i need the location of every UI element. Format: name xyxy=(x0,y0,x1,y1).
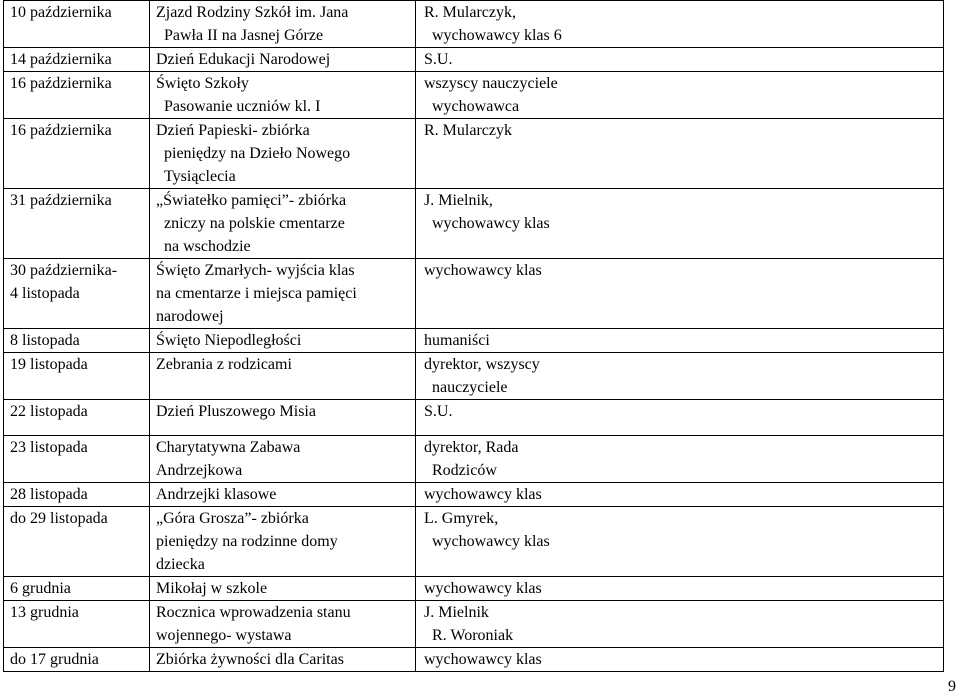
event-cell xyxy=(150,329,416,353)
event-line: pieniędzy na rodzinne domy xyxy=(156,533,338,550)
responsible-line: L. Gmyrek, xyxy=(424,510,499,527)
event-cell xyxy=(150,72,416,119)
table-row xyxy=(4,259,944,329)
responsible-cell xyxy=(416,601,944,648)
event-line: zniczy na polskie cmentarze xyxy=(164,215,345,232)
event-line: Zbiórka żywności dla Caritas xyxy=(156,651,344,668)
date-line: 16 października xyxy=(10,122,112,139)
date-line: 22 listopada xyxy=(10,403,88,420)
date-cell xyxy=(4,329,150,353)
responsible-line: wychowawca xyxy=(432,98,520,115)
responsible-line: humaniści xyxy=(424,332,490,349)
event-line: Tysiąclecia xyxy=(164,168,236,185)
event-line: na cmentarze i miejsca pamięci xyxy=(156,285,357,302)
table-row xyxy=(4,189,944,259)
event-line: Dzień Edukacji Narodowej xyxy=(156,51,331,68)
responsible-line: wychowawcy klas xyxy=(432,533,550,550)
event-line: pieniędzy na Dzieło Nowego xyxy=(164,145,351,162)
table-row xyxy=(4,483,944,507)
event-cell xyxy=(150,601,416,648)
table-row xyxy=(4,436,944,483)
responsible-cell xyxy=(416,353,944,400)
event-line: Charytatywna Zabawa xyxy=(156,439,301,456)
date-line: 28 listopada xyxy=(10,486,88,503)
date-cell xyxy=(4,436,150,483)
event-line: narodowej xyxy=(156,308,224,325)
date-cell xyxy=(4,577,150,601)
event-cell xyxy=(150,577,416,601)
table-row xyxy=(4,1,944,48)
event-line: Andrzejkowa xyxy=(156,462,243,479)
date-line: 6 grudnia xyxy=(10,580,71,597)
event-cell xyxy=(150,119,416,189)
date-line: 30 października- xyxy=(10,262,118,279)
responsible-cell xyxy=(416,436,944,483)
responsible-cell xyxy=(416,577,944,601)
events-schedule-table xyxy=(3,0,944,672)
event-line: Pawła II na Jasnej Górze xyxy=(164,27,324,44)
event-cell xyxy=(150,400,416,436)
responsible-cell xyxy=(416,119,944,189)
event-line: Rocznica wprowadzenia stanu xyxy=(156,604,351,621)
date-line: 14 października xyxy=(10,51,112,68)
event-cell xyxy=(150,1,416,48)
date-cell xyxy=(4,400,150,436)
table-row xyxy=(4,353,944,400)
event-line: „Światełko pamięci”- zbiórka xyxy=(156,192,347,209)
responsible-line: nauczyciele xyxy=(432,379,508,396)
event-line: „Góra Grosza”- zbiórka xyxy=(156,510,309,527)
date-cell xyxy=(4,259,150,329)
event-line: Zjazd Rodziny Szkół im. Jana xyxy=(156,4,349,21)
event-cell xyxy=(150,48,416,72)
responsible-cell xyxy=(416,189,944,259)
date-cell xyxy=(4,648,150,672)
table-row xyxy=(4,329,944,353)
responsible-line: wychowawcy klas 6 xyxy=(432,27,562,44)
event-cell xyxy=(150,648,416,672)
responsible-cell xyxy=(416,648,944,672)
table-row xyxy=(4,577,944,601)
page-number: 9 xyxy=(948,678,956,695)
responsible-cell xyxy=(416,72,944,119)
table-row xyxy=(4,601,944,648)
date-cell xyxy=(4,507,150,577)
date-line: 4 listopada xyxy=(10,285,80,302)
event-line: na wschodzie xyxy=(164,238,251,255)
date-line: 10 października xyxy=(10,4,112,21)
event-line: Święto Niepodległości xyxy=(156,332,302,349)
date-cell xyxy=(4,483,150,507)
table-row xyxy=(4,48,944,72)
table-row xyxy=(4,648,944,672)
responsible-line: R. Mularczyk xyxy=(424,122,512,139)
event-cell xyxy=(150,436,416,483)
responsible-cell xyxy=(416,483,944,507)
responsible-line: wychowawcy klas xyxy=(424,580,542,597)
event-line: Święto Zmarłych- wyjścia klas xyxy=(156,262,355,279)
date-cell xyxy=(4,72,150,119)
event-cell xyxy=(150,353,416,400)
event-line: wojennego- wystawa xyxy=(156,627,292,644)
date-line: 13 grudnia xyxy=(10,604,79,621)
responsible-line: wychowawcy klas xyxy=(432,215,550,232)
responsible-cell xyxy=(416,48,944,72)
date-line: 31 października xyxy=(10,192,112,209)
responsible-cell xyxy=(416,329,944,353)
event-cell xyxy=(150,507,416,577)
responsible-line: dyrektor, wszyscy xyxy=(424,356,540,373)
event-line: Dzień Papieski- zbiórka xyxy=(156,122,310,139)
date-line: 16 października xyxy=(10,75,112,92)
responsible-line: Rodziców xyxy=(432,462,497,479)
date-cell xyxy=(4,119,150,189)
responsible-line: wychowawcy klas xyxy=(424,486,542,503)
responsible-line: R. Woroniak xyxy=(432,627,514,644)
date-cell xyxy=(4,353,150,400)
table-row xyxy=(4,119,944,189)
date-line: 19 listopada xyxy=(10,356,88,373)
responsible-cell xyxy=(416,507,944,577)
date-cell xyxy=(4,189,150,259)
event-line: Dzień Pluszowego Misia xyxy=(156,403,316,420)
responsible-line: wychowawcy klas xyxy=(424,262,542,279)
responsible-cell xyxy=(416,259,944,329)
table-row xyxy=(4,507,944,577)
responsible-line: J. Mielnik xyxy=(424,604,489,621)
event-line: dziecka xyxy=(156,556,205,573)
table-row xyxy=(4,72,944,119)
responsible-line: J. Mielnik, xyxy=(424,192,493,209)
responsible-line: R. Mularczyk, xyxy=(424,4,516,21)
table-row xyxy=(4,400,944,436)
date-line: 23 listopada xyxy=(10,439,88,456)
date-cell xyxy=(4,601,150,648)
event-line: Święto Szkoły xyxy=(156,75,249,92)
event-line: Mikołaj w szkole xyxy=(156,580,268,597)
event-line: Andrzejki klasowe xyxy=(156,486,277,503)
event-cell xyxy=(150,483,416,507)
date-cell xyxy=(4,48,150,72)
event-line: Pasowanie uczniów kl. I xyxy=(164,98,321,115)
date-line: do 29 listopada xyxy=(10,510,108,527)
responsible-line: wychowawcy klas xyxy=(424,651,542,668)
date-cell xyxy=(4,1,150,48)
responsible-cell xyxy=(416,1,944,48)
date-line: do 17 grudnia xyxy=(10,651,99,668)
date-line: 8 listopada xyxy=(10,332,80,349)
event-line: Zebrania z rodzicami xyxy=(156,356,292,373)
schedule-body xyxy=(4,1,944,672)
event-cell xyxy=(150,259,416,329)
event-cell xyxy=(150,189,416,259)
responsible-line: S.U. xyxy=(424,403,453,420)
responsible-line: dyrektor, Rada xyxy=(424,439,519,456)
responsible-line: wszyscy nauczyciele xyxy=(424,75,558,92)
responsible-cell xyxy=(416,400,944,436)
responsible-line: S.U. xyxy=(424,51,453,68)
